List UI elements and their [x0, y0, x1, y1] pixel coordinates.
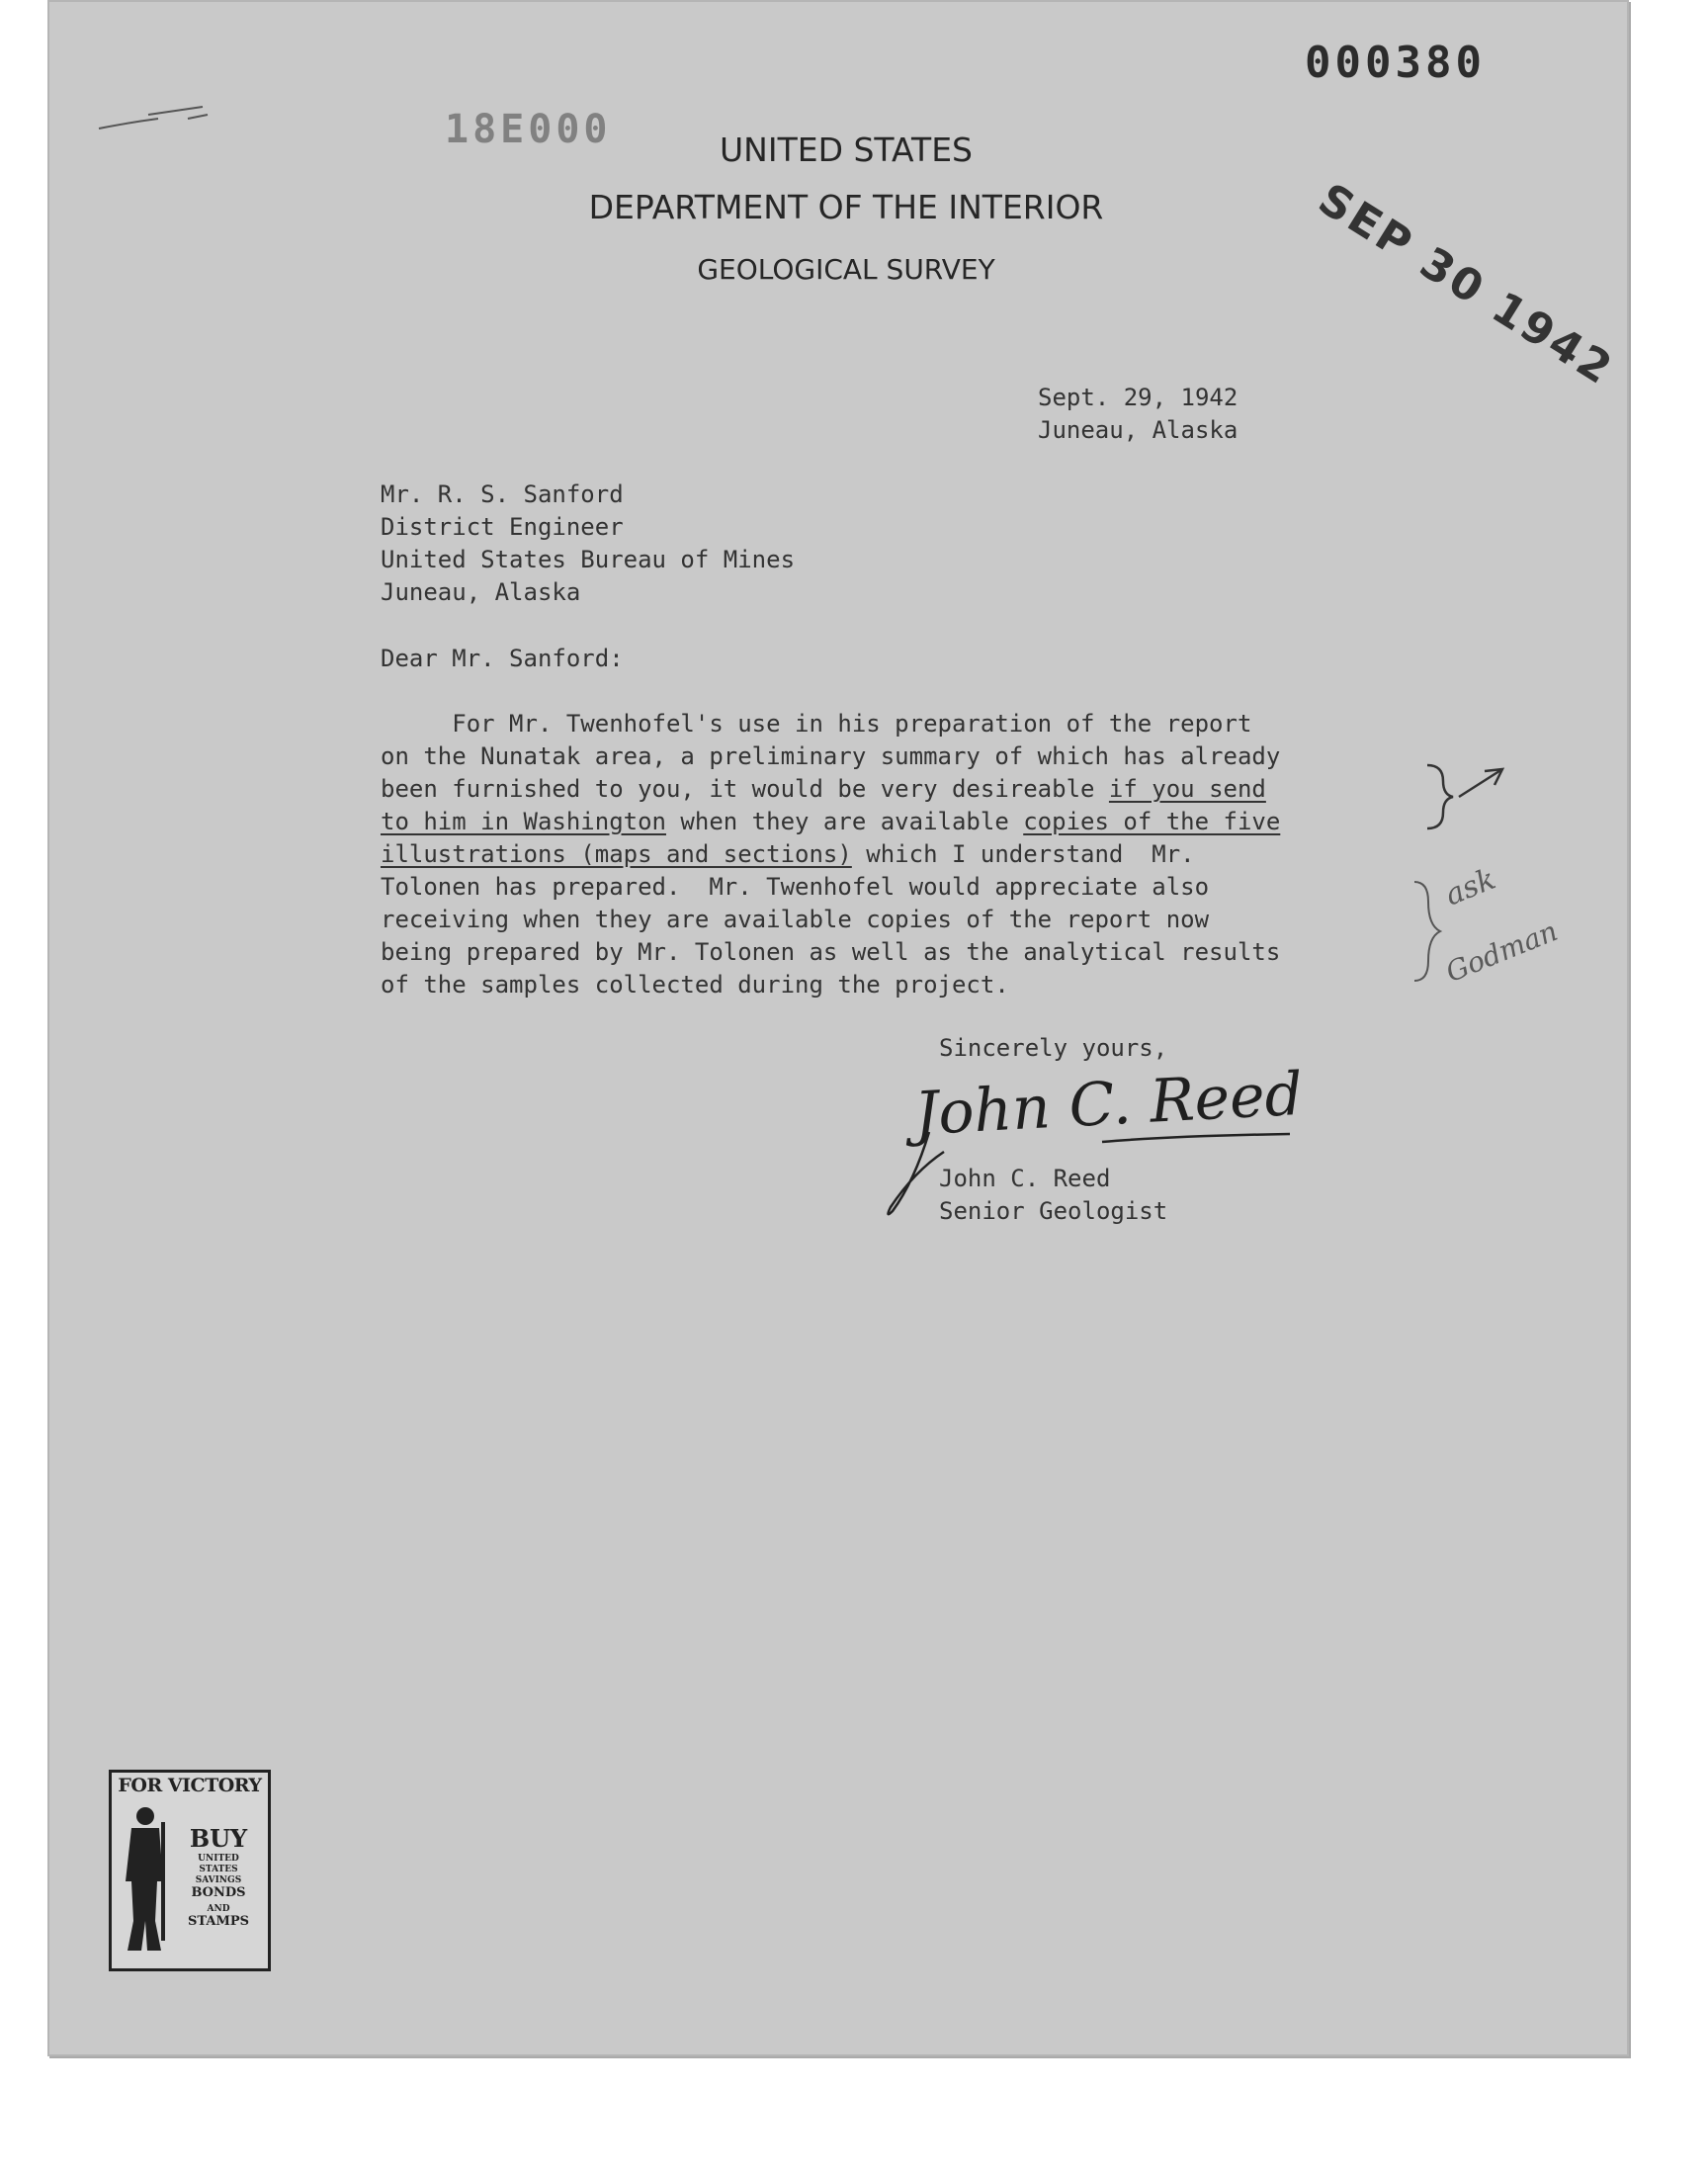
letterhead-line-2: DEPARTMENT OF THE INTERIOR	[588, 188, 1104, 226]
signer-name: John C. Reed	[939, 1165, 1111, 1192]
body-line-3-text: been furnished to you, it would be very desireable	[381, 775, 1109, 803]
letterhead-line-1: UNITED STATES	[720, 130, 973, 169]
poster-line-united: UNITED	[198, 1854, 239, 1864]
recipient-city: Juneau, Alaska	[381, 578, 581, 606]
poster-line-bonds: BONDS	[191, 1885, 246, 1900]
poster-line-stamps: STAMPS	[188, 1914, 249, 1929]
poster-headline: FOR VICTORY	[118, 1775, 262, 1796]
pencil-scratch-mark	[89, 79, 217, 148]
underlined-illustrations: illustrations (maps and sections)	[381, 840, 852, 868]
recipient-title: District Engineer	[381, 513, 624, 541]
poster-buy: BUY	[189, 1824, 248, 1853]
letter-body	[381, 708, 1280, 1001]
recipient-address	[381, 478, 795, 609]
minuteman-figure-icon	[118, 1802, 175, 1960]
body-line-6: Tolonen has prepared. Mr. Twenhofel would appreciate also	[381, 873, 1210, 901]
signer-block	[939, 1163, 1167, 1228]
letter-page	[47, 0, 1629, 2056]
letter-place: Juneau, Alaska	[1038, 416, 1238, 444]
war-bonds-poster	[109, 1770, 271, 1971]
date-block	[1038, 382, 1238, 447]
body-line-1: For Mr. Twenhofel's use in his preparation of the report	[381, 710, 1252, 738]
signer-title: Senior Geologist	[939, 1197, 1168, 1225]
poster-line-savings: SAVINGS	[195, 1875, 242, 1885]
body-line-8: being prepared by Mr. Tolonen as well as the analytical results	[381, 938, 1281, 966]
body-line-5-text: which I understand Mr.	[851, 840, 1195, 868]
brace-annotation	[1409, 878, 1448, 987]
underlined-copies: copies of the five	[1023, 808, 1281, 835]
received-date-stamp: SEP 30 1942	[1309, 174, 1623, 396]
body-line-5	[381, 838, 1280, 871]
signature: John C. Reed	[912, 1059, 1305, 1150]
brace-arrow-annotation	[1423, 761, 1512, 840]
body-line-2: on the Nunatak area, a preliminary summary of which has already	[381, 742, 1281, 770]
poster-line-and: AND	[207, 1904, 230, 1914]
body-line-4-text: when they are available	[665, 808, 1024, 835]
underlined-washington: to him in Washington	[381, 808, 666, 835]
document-number: 000380	[1305, 38, 1486, 88]
closing: Sincerely yours,	[939, 1034, 1168, 1062]
letter-date: Sept. 29, 1942	[1038, 384, 1238, 411]
margin-note-ask: ask	[1440, 861, 1501, 914]
margin-note-name: Godman	[1441, 914, 1563, 989]
poster-line-states: STATES	[199, 1865, 238, 1874]
underlined-request: if you send	[1108, 775, 1266, 803]
letterhead-line-3: GEOLOGICAL SURVEY	[697, 253, 995, 286]
body-line-9: of the samples collected during the project.	[381, 971, 1009, 999]
salutation: Dear Mr. Sanford:	[381, 645, 624, 672]
body-line-4	[381, 806, 1280, 838]
recipient-org: United States Bureau of Mines	[381, 546, 796, 573]
body-line-7: receiving when they are available copies of the report now	[381, 906, 1210, 933]
document-number-ghost: 18E000	[445, 107, 612, 152]
recipient-name: Mr. R. S. Sanford	[381, 480, 624, 508]
body-line-3	[381, 773, 1280, 806]
